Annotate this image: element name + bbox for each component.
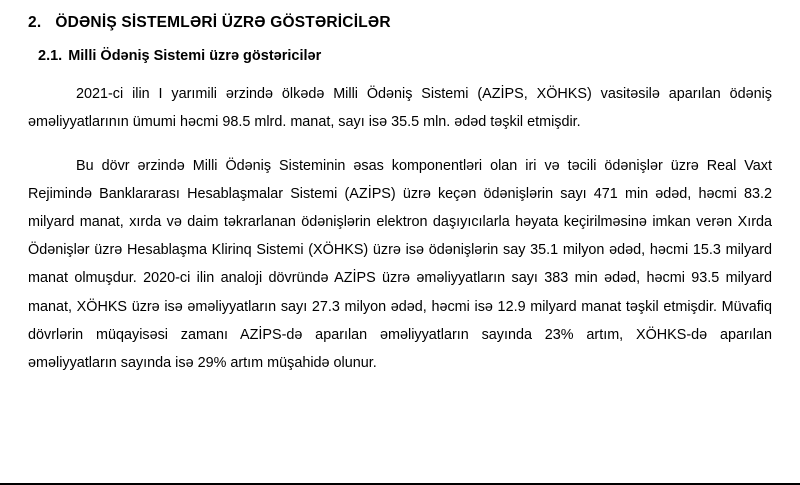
paragraph: 2021-ci ilin I yarımili ərzində ölkədə Milli Ödəniş Sistemi (AZİPS, XÖHKS) vasitəsilə aparılan ödəniş əməliyyatlarının ümumi həcmi 98.5 mlrd. manat, sayı isə 35.5 mln. ədəd təşkil etmişdir.: [28, 86, 772, 131]
document-body: [0, 80, 800, 377]
section-heading-2-text: Milli Ödəniş Sistemi üzrə göstəricilər: [68, 48, 322, 64]
section-heading-2-number: 2.1.: [38, 48, 63, 64]
section-heading-1-number: 2.: [28, 14, 42, 31]
paragraph: Bu dövr ərzində Milli Ödəniş Sisteminin əsas komponentləri olan iri və təcili ödənişlər üzrə Real Vaxt Rejimində Banklararası Hesablaşmalar Sistemi (AZİPS) üzrə keçən ödənişlərin sayı 471 min ədəd, həcmi 83.2 milyard manat, xırda və daim təkrarlanan ödənişlərin elektron daşıyıcılarla həyata keçirilməsinə imkan verən Xırda Ödənişlər üzrə Hesablaşma Klirinq Sistemi (XÖHKS) üzrə isə ödənişlərin say 35.1 milyon ədəd, həcmi 15.3 milyard manat olmuşdur. 2020-ci ilin analoji dövründə AZİPS üzrə əməliyyatların sayı 383 min ədəd, həcmi 93.5 milyard manat, XÖHKS üzrə isə əməliyyatların sayı 27.3 milyon ədəd, həcmi isə 12.9 milyard manat təşkil etmişdir. Müvafiq dövrlərin müqayisəsi zamanı AZİPS-də aparılan əməliyyatların sayında 23% artım, XÖHKS-də aparılan əməliyyatların sayında isə 29% artım müşahidə olunur.: [28, 158, 772, 371]
section-heading-1: [0, 0, 800, 32]
section-heading-1-text: ÖDƏNİŞ SİSTEMLƏRİ ÜZRƏ GÖSTƏRİCİLƏR: [55, 14, 391, 31]
section-heading-2: [0, 32, 800, 64]
